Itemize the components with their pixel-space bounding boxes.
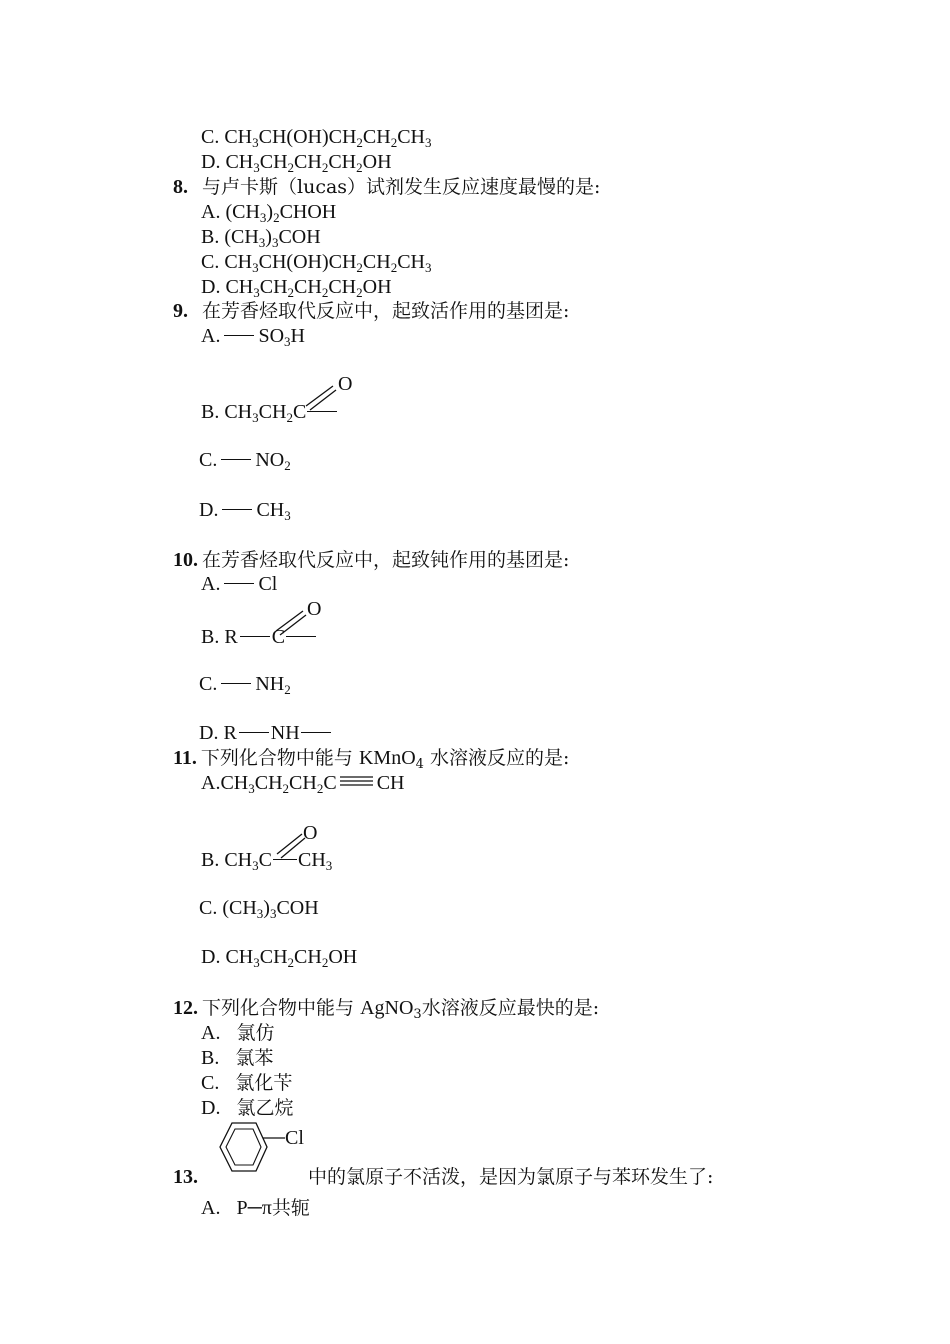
- q9-option-c: C. $NO_2$: [199, 449, 291, 473]
- q10-option-b: B. R C: [201, 625, 320, 649]
- triple-bond: [337, 775, 377, 787]
- q12-option-a: A. 氯仿: [201, 1022, 275, 1044]
- q11-option-a: $A.CH_3CH_2CH_2C$ CH: [201, 772, 405, 796]
- q10-option-d: D. R NH: [199, 721, 335, 745]
- q9-carbonyl-double-bond: [300, 372, 360, 412]
- q11-option-d: D. $CH_3CH_2CH_2OH$: [201, 946, 358, 970]
- q12-option-b: B. 氯苯: [201, 1047, 274, 1069]
- q7-option-c: C. $CH_3CH(OH)CH_2CH_2CH_3$: [201, 126, 432, 150]
- bond-line: [239, 732, 269, 733]
- bond-line: [240, 636, 270, 637]
- q8-question: 8. 与卢卡斯（lucas）试剂发生反应速度最慢的是:: [173, 176, 601, 198]
- bond-line: [221, 683, 251, 684]
- oxygen-label: O: [307, 598, 322, 620]
- q10-question: 10. 在芳香烃取代反应中，起致钝作用的基团是:: [173, 549, 570, 571]
- q10-option-a: A. Cl: [201, 573, 278, 595]
- benzene-inner-ring: [226, 1129, 261, 1165]
- q9-question: 9. 在芳香烃取代反应中，起致活作用的基团是:: [173, 300, 570, 322]
- bond-line: [221, 459, 251, 460]
- benzene-ring: [220, 1123, 267, 1171]
- q13-option-a: A. P─π共轭: [201, 1197, 310, 1219]
- bond-line: [224, 583, 254, 584]
- chlorine-label: Cl: [285, 1127, 304, 1149]
- q11-option-c: C. $(CH_3)_3COH$: [199, 897, 319, 921]
- q11-carbonyl-double-bond: [271, 820, 331, 860]
- bond-line: [224, 335, 254, 336]
- q10-carbonyl-double-bond: [270, 597, 330, 637]
- q12-option-d: D. 氯乙烷: [201, 1097, 294, 1119]
- q8-option-b: B. $(CH_3)_3COH$: [201, 226, 321, 250]
- q7-option-d: D. $CH_3CH_2CH_2CH_2OH$: [201, 151, 392, 175]
- oxygen-label: O: [338, 373, 353, 395]
- q11-question: 11. 下列化合物中能与 KMnO$_4$ 水溶液反应的是:: [173, 747, 570, 772]
- q9-option-a: A. $SO_3H$: [201, 325, 305, 349]
- q12-option-c: C. 氯化苄: [201, 1072, 293, 1094]
- bond-line: [222, 509, 252, 510]
- q10-option-c: C. $NH_2$: [199, 673, 291, 697]
- q8-option-a: A. $(CH_3)_2CHOH$: [201, 201, 337, 225]
- q12-question: 12. 下列化合物中能与 AgNO$_3$水溶液反应最快的是:: [173, 997, 600, 1022]
- q8-option-d: D. $CH_3CH_2CH_2CH_2OH$: [201, 276, 392, 300]
- q11-option-b: B. $CH_3C$ $CH_3$: [201, 849, 333, 873]
- bond-line: [301, 732, 331, 733]
- q13-question: 13. 中的氯原子不活泼，是因为氯原子与苯环发生了:: [173, 1166, 714, 1188]
- q9-option-d: D. $CH_3$: [199, 499, 291, 523]
- oxygen-label: O: [303, 822, 318, 844]
- q8-option-c: C. $CH_3CH(OH)CH_2CH_2CH_3$: [201, 251, 432, 275]
- q9-option-b: B. $CH_3CH_2C$: [201, 400, 341, 430]
